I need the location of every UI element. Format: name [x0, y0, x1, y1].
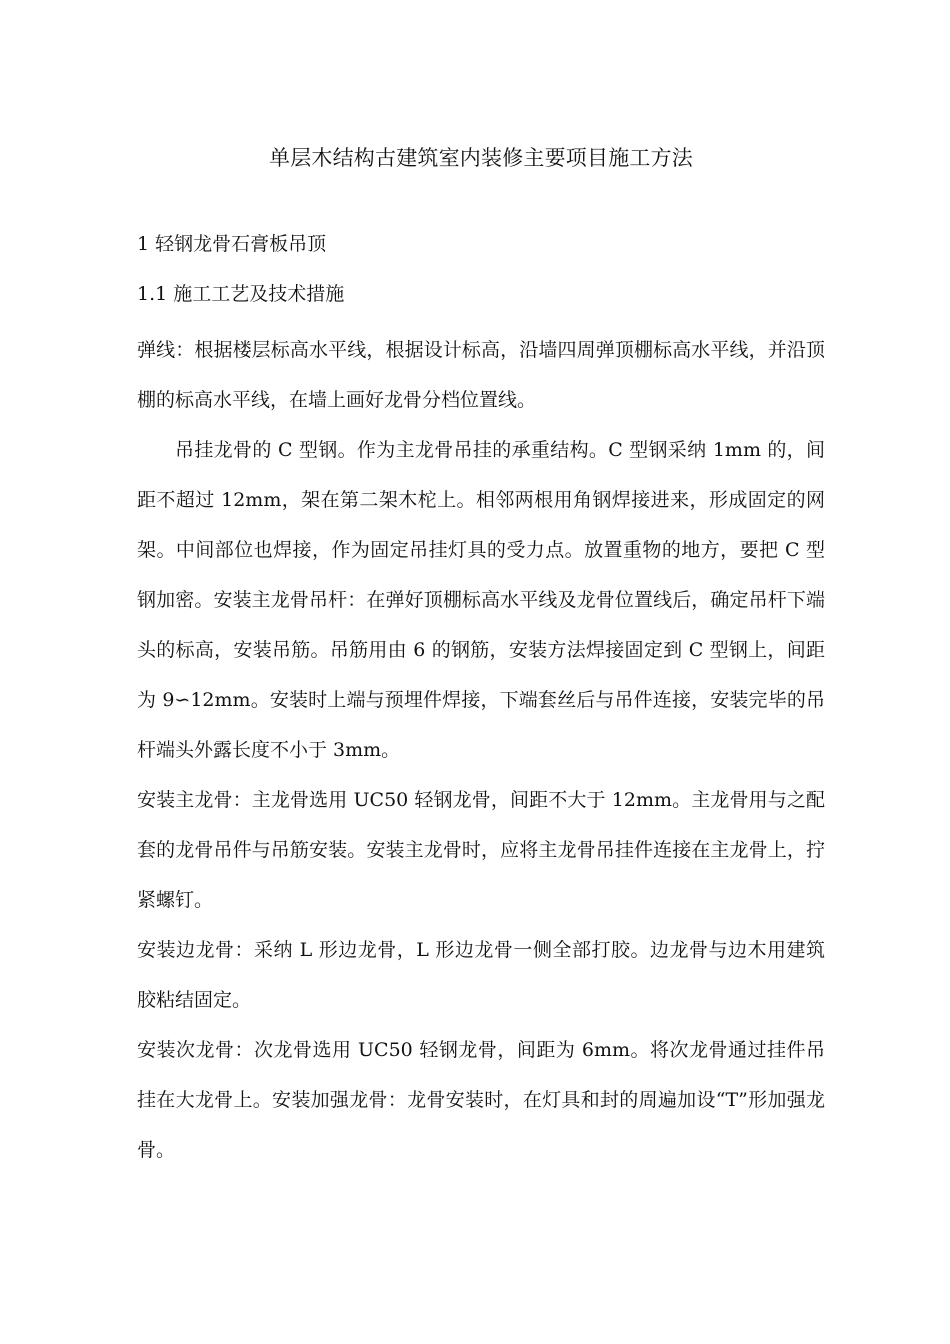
section-heading-1-1: 1.1 施工工艺及技术措施	[137, 283, 345, 305]
paragraph-c-steel-hanging: 吊挂龙骨的 C 型钢。作为主龙骨吊挂的承重结构。C 型钢采纳 1mm 的，间距不超过 12mm，架在第二架木柁上。相邻两根用角钢焊接进来，形成固定的网架。中间部位也焊接，作为固定吊挂灯具的受力点。放置重物的地方，要把 C 型钢加密。安装主龙骨吊杆：在弹好顶棚标高水平线及龙骨位置线后，确定吊杆下端头的标高，安装吊筋。吊筋用由 6 的钢筋，安装方法焊接固定到 C 型钢上，间距为 9∽12mm。安装时上端与预埋件焊接，下端套丝后与吊件连接，安装完毕的吊杆端头外露长度不小于 3mm。	[137, 439, 825, 761]
paragraph-main-keel: 安装主龙骨：主龙骨选用 UC50 轻钢龙骨，间距不大于 12mm。主龙骨用与之配套的龙骨吊件与吊筋安装。安装主龙骨时，应将主龙骨吊挂件连接在主龙骨上，拧紧螺钉。	[137, 789, 825, 911]
paragraph-snapping-lines: 弹线：根据楼层标高水平线，根据设计标高，沿墙四周弹顶棚标高水平线，并沿顶棚的标高水平线，在墙上画好龙骨分档位置线。	[137, 339, 825, 411]
paragraph-edge-keel: 安装边龙骨：采纳 L 形边龙骨，L 形边龙骨一侧全部打胶。边龙骨与边木用建筑胶粘结固定。	[137, 939, 825, 1011]
paragraph-secondary-keel: 安装次龙骨：次龙骨选用 UC50 轻钢龙骨，间距为 6mm。将次龙骨通过挂件吊挂在大龙骨上。安装加强龙骨：龙骨安装时，在灯具和封的周遍加设“T”形加强龙骨。	[137, 1039, 825, 1161]
section-heading-1: 1 轻钢龙骨石膏板吊顶	[137, 233, 327, 255]
document-body	[137, 325, 825, 1175]
document-title: 单层木结构古建筑室内装修主要项目施工方法	[269, 146, 693, 170]
